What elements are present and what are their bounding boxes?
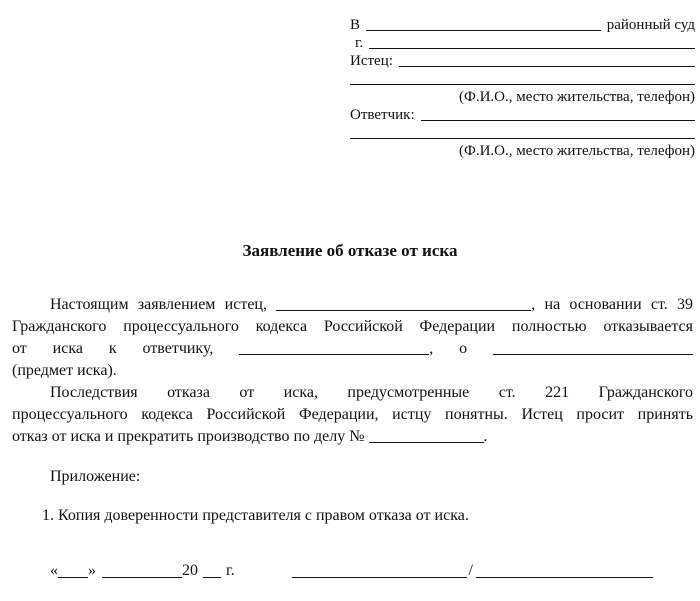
p1-text: Настоящим заявлением истец, (50, 296, 267, 313)
document-body (12, 294, 693, 448)
defendant-label: Ответчик: (350, 107, 415, 123)
paragraph2-line3 (12, 426, 693, 448)
blank-city-name[interactable] (369, 48, 695, 49)
plaintiff-line (350, 52, 695, 70)
signature-slash: / (468, 562, 473, 579)
p1-text: , о (429, 340, 468, 357)
paragraph1-line2 (12, 316, 693, 338)
year-suffix: г. (226, 562, 235, 579)
city-line (350, 34, 695, 52)
fio-caption: (Ф.И.О., место жительства, телефон) (458, 143, 695, 159)
attachment-item-text: 1. Копия доверенности представителя с правом отказа от иска. (42, 507, 469, 524)
blank-year[interactable] (203, 577, 221, 578)
fio-caption: (Ф.И.О., место жительства, телефон) (458, 89, 695, 105)
year-prefix: 20 (182, 562, 198, 579)
quote-open: « (50, 562, 58, 579)
plaintiff-label: Истец: (350, 53, 393, 69)
defendant-caption-line (350, 142, 695, 160)
court-prefix: В (350, 17, 361, 33)
blank-month[interactable] (102, 577, 182, 578)
defendant-extra-line (350, 124, 695, 142)
blank-defendant-details[interactable] (350, 138, 695, 139)
p1-text: (предмет иска). (12, 362, 117, 379)
blank-claim-subject[interactable] (493, 353, 693, 355)
blank-signature-name[interactable] (476, 577, 653, 578)
court-suffix: районный суд (606, 17, 695, 33)
plaintiff-extra-line (350, 70, 695, 88)
blank-plaintiff-name[interactable] (399, 66, 695, 67)
paragraph1-line4 (12, 360, 693, 382)
document-title: Заявление об отказе от иска (242, 241, 458, 260)
signature-group (292, 560, 653, 582)
blank-plaintiff-details[interactable] (350, 84, 695, 85)
quote-close: » (88, 562, 96, 579)
paragraph2-line1 (12, 382, 693, 404)
attachments-heading: Приложение: (50, 468, 141, 485)
p1-text: от иска к ответчику, (12, 340, 214, 357)
blank-signature[interactable] (292, 577, 467, 578)
p2-text: Последствия отказа от иска, предусмотренные ст. 221 Гражданского (50, 384, 693, 401)
p1-text: Гражданского процессуального кодекса Российской Федерации полностью отказывается (12, 318, 693, 335)
blank-defendant-inline[interactable] (239, 353, 429, 355)
blank-plaintiff-inline[interactable] (276, 309, 531, 311)
p2-text: отказ от иска и прекратить производство по делу № (12, 428, 365, 445)
court-line (350, 16, 695, 34)
city-prefix: г. (355, 35, 364, 51)
paragraph1-line1 (12, 294, 693, 316)
blank-day[interactable] (58, 577, 88, 578)
paragraph1-line3 (12, 338, 693, 360)
p1-text: , на основании ст. 39 (531, 296, 694, 313)
date-group (50, 560, 235, 582)
blank-court-name[interactable] (366, 30, 601, 31)
paragraph2-line2 (12, 404, 693, 426)
attachment-item (12, 505, 693, 527)
plaintiff-caption-line (350, 88, 695, 106)
blank-defendant-name[interactable] (421, 120, 695, 121)
p2-text: процессуального кодекса Российской Федерации, истцу понятны. Истец просит принять (12, 406, 693, 423)
blank-case-number[interactable] (369, 441, 484, 443)
p2-text: . (483, 428, 488, 445)
defendant-line (350, 106, 695, 124)
date-signature-row (50, 560, 653, 582)
court-header-block (350, 16, 695, 160)
attachments-section (12, 466, 693, 488)
